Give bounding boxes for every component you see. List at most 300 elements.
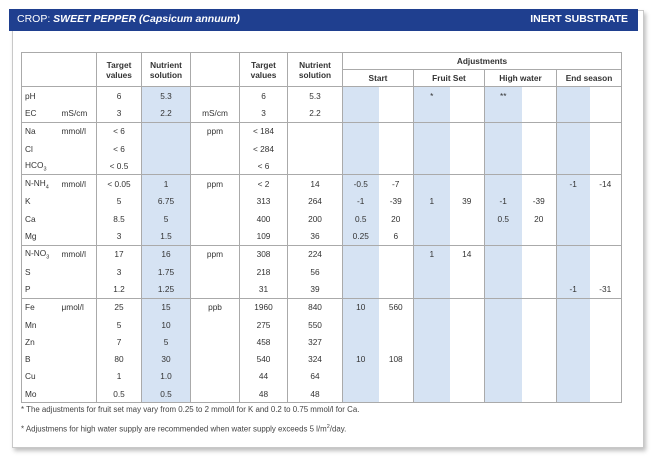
cell-h2	[522, 122, 557, 140]
cell-h1	[485, 227, 522, 245]
cell-s1: -0.5	[343, 175, 379, 193]
title-bar	[9, 9, 638, 31]
cell-e2	[590, 245, 622, 263]
cell-f1	[414, 157, 450, 175]
cell-n1: 5	[142, 210, 191, 227]
cell-s2: 108	[388, 354, 403, 365]
cell-u1: mmol/l	[59, 245, 97, 263]
cell-u1	[59, 385, 97, 403]
cell-s1: 10	[343, 298, 379, 316]
cell-s2	[379, 245, 414, 263]
cell-t2: 44	[240, 368, 288, 385]
cell-e2	[590, 333, 622, 350]
cell-f1: *	[414, 87, 450, 105]
cell-f1	[414, 210, 450, 227]
cell-t1: 3	[97, 227, 142, 245]
cell-u2: ppm	[191, 122, 240, 140]
cell-e1	[557, 104, 590, 122]
cell-f2: 14	[450, 245, 485, 263]
cell-f2	[450, 280, 485, 298]
cell-e2	[590, 385, 622, 403]
crop-title: CROP: SWEET PEPPER (Capsicum annuum)	[17, 13, 240, 25]
cell-e1	[557, 245, 590, 263]
cell-e2	[590, 227, 622, 245]
cell-e2	[590, 350, 622, 367]
cell-h1: 0.5	[485, 210, 522, 227]
table-row	[22, 157, 622, 175]
cell-h1	[485, 316, 522, 333]
cell-e1	[557, 298, 590, 316]
cell-u2	[191, 280, 240, 298]
cell-n2: 2.2	[288, 104, 343, 122]
cell-u2	[191, 350, 240, 367]
cell-t1: 8.5	[97, 210, 142, 227]
cell-el: Zn	[22, 333, 59, 350]
cell-s2: 6	[379, 227, 414, 245]
cell-s2: -39	[389, 196, 402, 207]
cell-el: Cl	[22, 140, 59, 157]
cell-h1: -1	[485, 193, 522, 210]
cell-el: Ca	[22, 210, 59, 227]
cell-s1	[343, 385, 379, 403]
cell-e2	[590, 122, 622, 140]
cell-t1: 3	[97, 104, 142, 122]
cell-t2: < 184	[240, 122, 288, 140]
cell-u2	[191, 157, 240, 175]
cell-el: Cu	[22, 368, 59, 385]
cell-u2: mS/cm	[191, 104, 240, 122]
table-row	[22, 385, 622, 403]
cell-t1: 80	[97, 350, 142, 367]
cell-el: Mn	[22, 316, 59, 333]
cell-h2	[522, 104, 557, 122]
cell-f2: 39	[462, 196, 472, 207]
cell-s1	[343, 316, 379, 333]
cell-s2	[379, 385, 414, 403]
cell-s2	[379, 87, 414, 105]
cell-h2	[522, 87, 557, 105]
cell-e1	[557, 210, 590, 227]
cell-f2	[450, 350, 485, 367]
cell-h1	[485, 350, 522, 367]
table-row	[22, 298, 622, 316]
cell-f1	[414, 122, 450, 140]
cell-f2	[450, 122, 485, 140]
cell-n2: 550	[288, 316, 343, 333]
cell-f1	[414, 263, 450, 280]
cell-f2	[450, 210, 485, 227]
cell-n2: 14	[288, 175, 343, 193]
cell-t2: 540	[240, 350, 288, 367]
cell-e2	[590, 140, 622, 157]
cell-s1: 10	[343, 350, 379, 367]
cell-n2: 39	[288, 280, 343, 298]
cell-u1	[59, 280, 97, 298]
cell-n1: 1.5	[142, 227, 191, 245]
cell-t1: 7	[97, 333, 142, 350]
cell-el: pH	[22, 87, 59, 105]
cell-el: $N-NH_4$	[22, 175, 59, 193]
cell-n1: 1	[142, 175, 191, 193]
cell-f2	[450, 104, 485, 122]
cell-n1: 15	[142, 298, 191, 316]
cell-t1: 17	[97, 245, 142, 263]
cell-f2	[450, 140, 485, 157]
cell-h2	[522, 140, 557, 157]
cell-t1: 1	[97, 368, 142, 385]
cell-s2	[379, 333, 414, 350]
cell-t2: 275	[240, 316, 288, 333]
cell-h1	[485, 385, 522, 403]
cell-u1	[59, 333, 97, 350]
cell-h1	[485, 333, 522, 350]
cell-e2	[590, 210, 622, 227]
cell-u2	[191, 210, 240, 227]
cell-u2	[191, 193, 240, 210]
cell-el: S	[22, 263, 59, 280]
cell-n1: 16	[142, 245, 191, 263]
cell-t1: 5	[97, 193, 142, 210]
cell-e1	[557, 368, 590, 385]
table-row	[22, 87, 622, 105]
cell-t2: < 284	[240, 140, 288, 157]
cell-e1	[557, 157, 590, 175]
cell-u1	[59, 193, 97, 210]
cell-t2: < 6	[240, 157, 288, 175]
cell-el: Mg	[22, 227, 59, 245]
cell-s2	[379, 280, 414, 298]
cell-e1: -1	[557, 175, 590, 193]
cell-s1	[343, 104, 379, 122]
cell-u2: ppm	[191, 175, 240, 193]
table-row	[22, 245, 622, 263]
cell-e2	[590, 87, 622, 105]
cell-n2: 56	[288, 263, 343, 280]
cell-h1	[485, 245, 522, 263]
cell-f1	[414, 385, 450, 403]
cell-u2	[191, 333, 240, 350]
cell-t2: < 2	[240, 175, 288, 193]
cell-e1	[557, 316, 590, 333]
cell-f1	[414, 298, 450, 316]
cell-h2: -39	[532, 196, 545, 207]
cell-s2	[379, 140, 414, 157]
cell-h2	[522, 316, 557, 333]
cell-s2	[379, 157, 414, 175]
cell-e1	[557, 263, 590, 280]
cell-e1: -1	[557, 280, 590, 298]
cell-e2	[590, 193, 622, 210]
cell-h1	[485, 140, 522, 157]
col-target-values-ppm: Target values	[240, 53, 288, 87]
cell-f2	[450, 227, 485, 245]
cell-f1	[414, 333, 450, 350]
cell-n1: 1.25	[142, 280, 191, 298]
cell-el: $HCO_3$	[22, 157, 59, 175]
cell-f2	[450, 316, 485, 333]
cell-t2: 31	[240, 280, 288, 298]
cell-u1: μmol/l	[59, 298, 97, 316]
footnote-fruit-set: * The adjustments for fruit set may vary from 0.25 to 2 mmol/l for K and 0.2 to 0.75 mmol/l for Ca.	[21, 405, 360, 414]
cell-t1: < 0.5	[97, 157, 142, 175]
cell-n1: 30	[142, 350, 191, 367]
cell-f1	[414, 280, 450, 298]
cell-n2: 327	[288, 333, 343, 350]
table-row	[22, 193, 622, 210]
cell-u2	[191, 263, 240, 280]
cell-e1	[557, 385, 590, 403]
col-nutrient-solution-ppm: Nutrient solution	[288, 53, 343, 87]
nutrient-table	[21, 52, 622, 403]
cell-e2	[590, 104, 622, 122]
cell-h1	[485, 157, 522, 175]
cell-n1	[142, 157, 191, 175]
cell-f2	[450, 157, 485, 175]
cell-t2: 3	[240, 104, 288, 122]
cell-n1: 2.2	[142, 104, 191, 122]
cell-t2: 1960	[240, 298, 288, 316]
cell-h2	[522, 227, 557, 245]
cell-h1	[485, 104, 522, 122]
cell-t2: 6	[240, 87, 288, 105]
cell-t1: < 6	[97, 122, 142, 140]
cell-el: P	[22, 280, 59, 298]
cell-n2: 64	[288, 368, 343, 385]
cell-s1	[343, 122, 379, 140]
cell-h2	[522, 263, 557, 280]
cell-s1	[343, 140, 379, 157]
cell-n1: 0.5	[142, 385, 191, 403]
cell-el: B	[22, 350, 59, 367]
cell-h1	[485, 175, 522, 193]
cell-n2: 264	[288, 193, 343, 210]
cell-n1	[142, 140, 191, 157]
cell-t1: 0.5	[97, 385, 142, 403]
cell-s1	[343, 263, 379, 280]
cell-u1	[59, 157, 97, 175]
cell-h1	[485, 263, 522, 280]
cell-f1	[414, 350, 450, 367]
cell-u2: ppm	[191, 245, 240, 263]
table-row	[22, 140, 622, 157]
cell-u2	[191, 227, 240, 245]
cell-h2	[522, 245, 557, 263]
cell-f2	[450, 385, 485, 403]
cell-e2	[590, 263, 622, 280]
cell-n1: 5.3	[142, 87, 191, 105]
cell-n2: 224	[288, 245, 343, 263]
substrate-label: INERT SUBSTRATE	[530, 13, 628, 25]
cell-u2	[191, 316, 240, 333]
cell-t1: 1.2	[97, 280, 142, 298]
cell-s2	[379, 368, 414, 385]
cell-e1	[557, 333, 590, 350]
cell-s1: 0.25	[343, 227, 379, 245]
cell-h1	[485, 122, 522, 140]
cell-n2: 36	[288, 227, 343, 245]
cell-f1	[414, 227, 450, 245]
cell-t2: 400	[240, 210, 288, 227]
table-row	[22, 210, 622, 227]
cell-s1	[343, 280, 379, 298]
cell-h2: 20	[534, 213, 544, 224]
cell-f2	[450, 333, 485, 350]
cell-s2	[379, 263, 414, 280]
cell-h1	[485, 280, 522, 298]
cell-u1	[59, 210, 97, 227]
cell-n1: 1.0	[142, 368, 191, 385]
cell-e1	[557, 350, 590, 367]
cell-f1	[414, 104, 450, 122]
table-row	[22, 175, 622, 193]
cell-s1: -1	[343, 193, 379, 210]
cell-h2	[522, 350, 557, 367]
cell-h2	[522, 368, 557, 385]
col-nutrient-solution: Nutrient solution	[142, 53, 191, 87]
cell-u1	[59, 316, 97, 333]
table-row	[22, 104, 622, 122]
cell-s1	[343, 333, 379, 350]
cell-n1	[142, 122, 191, 140]
cell-u2	[191, 140, 240, 157]
col-fruit-set: Fruit Set	[414, 70, 485, 87]
cell-s1	[343, 157, 379, 175]
cell-e2	[590, 157, 622, 175]
table-row	[22, 368, 622, 385]
cell-t1: 6	[97, 87, 142, 105]
cell-h1	[485, 368, 522, 385]
cell-t1: < 0.05	[97, 175, 142, 193]
cell-h1: **	[485, 87, 522, 105]
cell-el: EC	[22, 104, 59, 122]
cell-f2	[450, 263, 485, 280]
cell-s2	[379, 316, 414, 333]
col-high-water: High water	[485, 70, 557, 87]
table-row	[22, 227, 622, 245]
cell-u1: mmol/l	[59, 122, 97, 140]
cell-u2	[191, 87, 240, 105]
cell-t2: 458	[240, 333, 288, 350]
cell-f2	[450, 368, 485, 385]
cell-e2	[590, 316, 622, 333]
cell-f1	[414, 368, 450, 385]
table-row	[22, 280, 622, 298]
cell-n1: 1.75	[142, 263, 191, 280]
cell-s2	[379, 104, 414, 122]
table-row	[22, 122, 622, 140]
cell-e1	[557, 227, 590, 245]
cell-h1	[485, 298, 522, 316]
cell-u2	[191, 385, 240, 403]
cell-e2: -31	[590, 280, 622, 298]
cell-n2: 5.3	[288, 87, 343, 105]
table-row	[22, 263, 622, 280]
cell-el: Fe	[22, 298, 59, 316]
cell-e1	[557, 193, 590, 210]
cell-n2	[288, 140, 343, 157]
cell-u1	[59, 263, 97, 280]
cell-n1: 5	[142, 333, 191, 350]
cell-f1	[414, 316, 450, 333]
cell-n2	[288, 122, 343, 140]
cell-el: Na	[22, 122, 59, 140]
col-adjustments: Adjustments	[343, 53, 622, 70]
cell-h2	[522, 280, 557, 298]
cell-n1: 10	[142, 316, 191, 333]
cell-s2: 560	[379, 298, 414, 316]
cell-u1	[59, 87, 97, 105]
cell-h2	[522, 333, 557, 350]
cell-f1: 1	[414, 193, 450, 210]
cell-u1	[59, 140, 97, 157]
cell-h2	[522, 298, 557, 316]
cell-t2: 48	[240, 385, 288, 403]
cell-n2	[288, 157, 343, 175]
table-row	[22, 333, 622, 350]
cell-u2	[191, 368, 240, 385]
cell-t1: 3	[97, 263, 142, 280]
cell-e1	[557, 87, 590, 105]
cell-el: Mo	[22, 385, 59, 403]
col-end-season: End season	[557, 70, 622, 87]
cell-n2: 48	[288, 385, 343, 403]
cell-h2	[522, 157, 557, 175]
cell-s2	[379, 122, 414, 140]
cell-t2: 218	[240, 263, 288, 280]
cell-f2	[450, 298, 485, 316]
cell-t2: 109	[240, 227, 288, 245]
cell-s2: -7	[379, 175, 414, 193]
cell-f2	[450, 87, 485, 105]
cell-f1: 1	[414, 245, 450, 263]
cell-e1	[557, 122, 590, 140]
cell-u1	[59, 227, 97, 245]
cell-u2: ppb	[191, 298, 240, 316]
cell-el: $N-NO_3$	[22, 245, 59, 263]
cell-f1	[414, 175, 450, 193]
cell-s2: 20	[391, 213, 401, 224]
cell-h2	[522, 385, 557, 403]
footnote-high-water: * Adjustmens for high water supply are recommended when water supply exceeds 5 $l/m^2$/day.	[21, 424, 347, 434]
col-start: Start	[343, 70, 414, 87]
table-row	[22, 316, 622, 333]
table-row	[22, 350, 622, 367]
cell-n1: 6.75	[142, 193, 191, 210]
cell-n2: 840	[288, 298, 343, 316]
cell-e2	[590, 298, 622, 316]
cell-f2	[450, 175, 485, 193]
cell-h2	[522, 175, 557, 193]
cell-t2: 308	[240, 245, 288, 263]
cell-u1: mS/cm	[59, 104, 97, 122]
cell-e2: -14	[590, 175, 622, 193]
cell-s1	[343, 368, 379, 385]
cell-t1: < 6	[97, 140, 142, 157]
cell-s1	[343, 87, 379, 105]
cell-s1: 0.5	[343, 210, 379, 227]
cell-u1	[59, 368, 97, 385]
cell-s1	[343, 245, 379, 263]
cell-el: K	[22, 193, 59, 210]
cell-n2: 324	[288, 350, 343, 367]
cell-t1: 5	[97, 316, 142, 333]
cell-e2	[590, 368, 622, 385]
col-target-values: Target values	[97, 53, 142, 87]
cell-u1	[59, 350, 97, 367]
cell-t2: 313	[240, 193, 288, 210]
cell-e1	[557, 140, 590, 157]
cell-u1: mmol/l	[59, 175, 97, 193]
